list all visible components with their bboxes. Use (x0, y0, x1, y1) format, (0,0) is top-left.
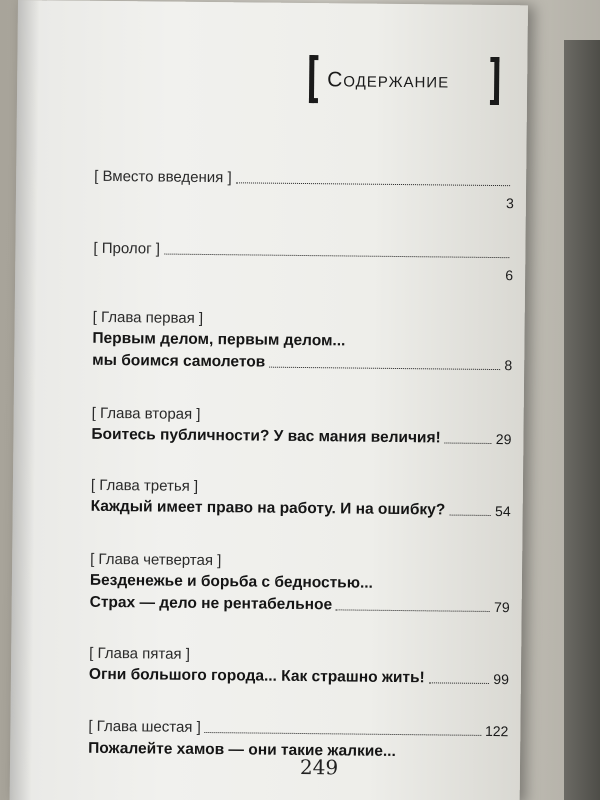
toc-page-number: 29 (495, 431, 512, 448)
toc-title-line: Безденежье и борьба с бедностью... (89, 571, 374, 592)
toc-entry-introduction (94, 166, 514, 214)
toc-label: [ Вместо введения ] (94, 167, 232, 187)
contents-title: Содержание (327, 68, 450, 93)
toc-title-line: Каждый имеет право на работу. И на ошибку? (90, 497, 446, 519)
leader-dots (449, 515, 491, 516)
toc-label: [ Глава пятая ] (89, 644, 191, 663)
toc-page-number: 6 (505, 267, 514, 284)
leader-dots (269, 367, 500, 370)
toc-entry-chapter-2 (91, 404, 511, 450)
toc-title-line: мы боимся самолетов (92, 351, 266, 371)
page-folio-number: 249 (299, 754, 339, 780)
leader-dots (336, 609, 490, 612)
toc-label: [ Глава вторая ] (91, 404, 201, 423)
toc-page-number: 3 (506, 195, 514, 212)
toc-label: [ Глава третья ] (90, 476, 199, 495)
toc-entry-chapter-3 (91, 476, 511, 522)
toc-label: [ Глава первая ] (92, 308, 204, 327)
toc-page-number: 99 (493, 671, 509, 688)
leader-dots (236, 182, 510, 186)
book-cover-edge (564, 40, 600, 800)
leader-dots (164, 254, 509, 259)
toc-label: [ Глава четвертая ] (90, 550, 222, 570)
toc-page-number: 54 (495, 503, 511, 520)
toc-title-line: Страх — дело не рентабельное (89, 593, 333, 614)
toc-page-number: 8 (504, 357, 513, 374)
toc-entry-chapter-1 (92, 308, 513, 376)
toc-entry-chapter-5 (89, 644, 509, 690)
leader-dots (445, 442, 492, 443)
toc-page-number: 122 (484, 722, 509, 740)
right-bracket-icon (490, 57, 500, 105)
toc-label: [ Пролог ] (93, 239, 161, 258)
toc-entry-chapter-4 (90, 550, 511, 618)
toc-title-line: Первым делом, первым делом... (92, 329, 346, 350)
toc-title-line: Пожалейте хамов — они такие жалкие... (88, 739, 396, 760)
leader-dots (205, 732, 481, 736)
toc-entry-prologue (93, 238, 513, 286)
toc-title-line: Боитесь публичности? У вас мания величия! (91, 425, 441, 447)
leader-dots (429, 682, 490, 684)
toc-page-number: 79 (494, 599, 510, 616)
toc-title-line: Огни большого города... Как страшно жить! (88, 665, 425, 687)
toc-label: [ Глава шестая ] (88, 717, 201, 736)
toc-entry-chapter-6 (88, 716, 508, 764)
page-gutter-shadow (10, 0, 40, 800)
table-of-contents (88, 166, 514, 786)
contents-heading (309, 55, 499, 105)
left-bracket-icon (309, 55, 319, 103)
book-page (10, 0, 528, 800)
